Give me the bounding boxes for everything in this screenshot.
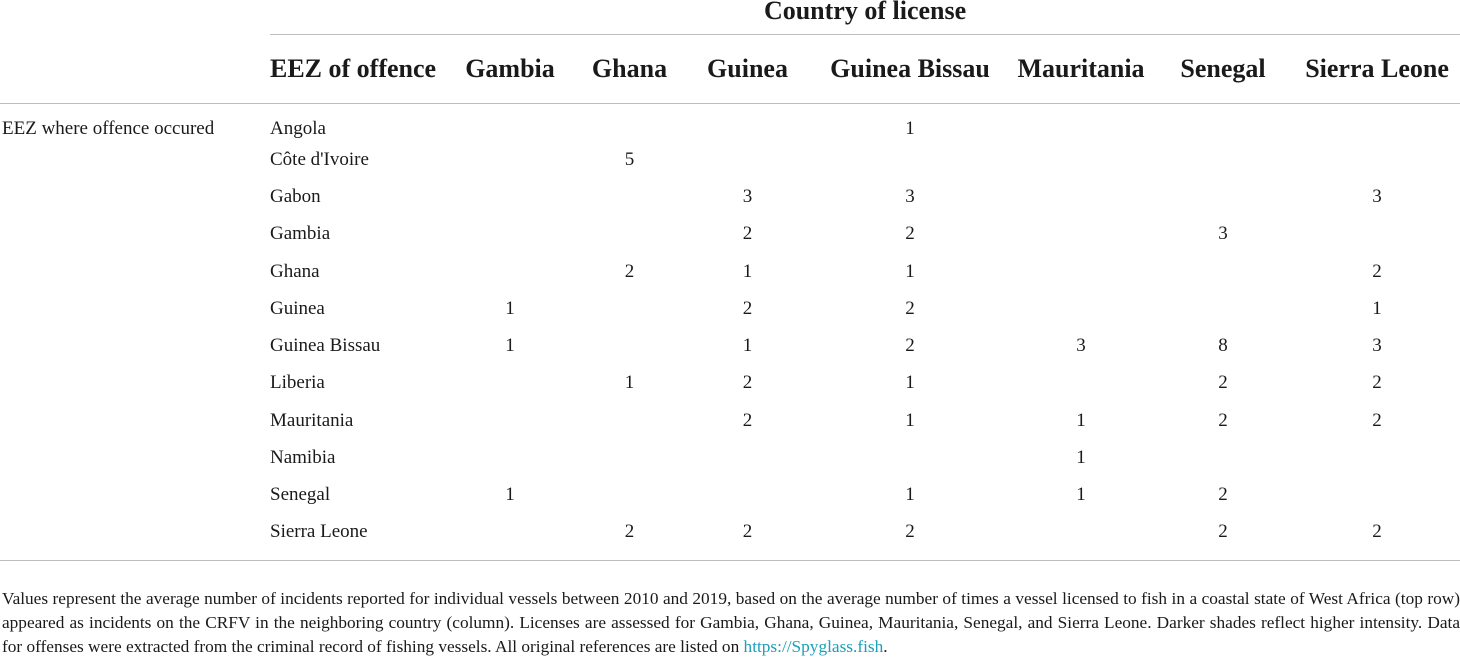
column-header-row (0, 35, 1460, 104)
value-cell: 2 (742, 409, 753, 431)
table-row (0, 439, 1460, 476)
value-cell: 1 (1076, 409, 1086, 431)
value-cell: 2 (742, 223, 753, 245)
value-cell: 1 (742, 335, 753, 357)
row-group-cell (0, 402, 270, 439)
table-row (0, 402, 1460, 439)
value-cell: 1 (505, 484, 515, 506)
column-header-senegal: Senegal (1152, 35, 1294, 104)
eez-name-cell: Angola (270, 117, 326, 139)
eez-name-cell: Ghana (270, 260, 320, 282)
eez-name-cell: Liberia (270, 372, 325, 394)
value-cell (1152, 141, 1294, 178)
country-of-license-header: Country of license (270, 0, 1460, 33)
value-cell: 2 (1218, 484, 1228, 506)
value-cell (446, 141, 574, 178)
value-cell (685, 477, 810, 514)
table-row (0, 365, 1460, 402)
value-cell (1010, 365, 1152, 402)
value-cell (1010, 178, 1152, 215)
row-group-cell (0, 216, 270, 253)
value-cell (1152, 253, 1294, 290)
table-footnote (2, 587, 1460, 659)
value-cell: 1 (905, 117, 915, 139)
value-cell (810, 141, 1010, 178)
value-cell (1010, 514, 1152, 561)
value-cell (574, 402, 685, 439)
value-cell (446, 178, 574, 215)
table-row (0, 104, 1460, 142)
spyglass-link[interactable]: https://Spyglass.fish (743, 637, 884, 656)
value-cell (1294, 141, 1460, 178)
value-cell (685, 439, 810, 476)
value-cell: 1 (1076, 484, 1086, 506)
spanner-header-row (0, 0, 1460, 35)
value-cell: 2 (685, 514, 810, 561)
value-cell: 2 (742, 297, 753, 319)
value-cell: 2 (905, 223, 915, 245)
table-row (0, 327, 1460, 364)
value-cell: 2 (810, 514, 1010, 561)
value-cell (574, 290, 685, 327)
value-cell: 3 (905, 185, 915, 207)
eez-name-cell: Gambia (270, 223, 331, 245)
value-cell: 1 (1372, 297, 1382, 319)
value-cell: 2 (905, 335, 915, 357)
blank-header-cell (0, 0, 270, 35)
value-cell: 2 (574, 514, 685, 561)
row-group-cell (0, 439, 270, 476)
value-cell (446, 104, 574, 142)
value-cell (1152, 439, 1294, 476)
footnote-text: Values represent the average number of incidents reported for individual vessels between 2010 and 2019, based on the average number of times a vessel licensed to fish in a coastal state of West Africa (top row) appeared as incidents on the CRFV in the neighboring country (column). Licenses are assessed for Gambia, Ghana, Guinea, Mauritania, Senegal, and Sierra Leone. Darker shades reflect higher intensity. Data for offenses were extracted from the criminal record of fishing vessels. All original references are listed on (2, 589, 1460, 656)
value-cell (1152, 290, 1294, 327)
eez-name-cell: Mauritania (270, 409, 354, 431)
footnote-end: . (883, 637, 888, 656)
value-cell (1010, 290, 1152, 327)
value-cell (574, 216, 685, 253)
eez-name-cell: Côte d'Ivoire (270, 148, 369, 170)
eez-of-offence-header: EEZ of offence (270, 35, 446, 104)
value-cell: 3 (742, 185, 753, 207)
value-cell (574, 327, 685, 364)
value-cell (1294, 104, 1460, 142)
row-group-cell (0, 290, 270, 327)
row-group-cell (0, 178, 270, 215)
value-cell: 2 (905, 297, 915, 319)
row-group-cell (0, 365, 270, 402)
value-cell: 2 (1218, 409, 1228, 431)
value-cell (446, 216, 574, 253)
value-cell: 1 (905, 409, 915, 431)
value-cell: 8 (1218, 335, 1228, 357)
value-cell: 2 (1294, 514, 1460, 561)
table-row (0, 514, 1460, 561)
value-cell: 2 (624, 260, 635, 282)
row-group-cell (0, 514, 270, 561)
table-row (0, 290, 1460, 327)
value-cell (574, 477, 685, 514)
column-header-mauritania: Mauritania (1010, 35, 1152, 104)
value-cell: 5 (624, 148, 635, 170)
value-cell (685, 104, 810, 142)
value-cell: 2 (1218, 372, 1228, 394)
value-cell (1010, 104, 1152, 142)
value-cell (1152, 178, 1294, 215)
value-cell (1152, 104, 1294, 142)
value-cell (1010, 253, 1152, 290)
eez-name-cell: Gabon (270, 185, 321, 207)
value-cell (1294, 477, 1460, 514)
column-header-guinea-bissau: Guinea Bissau (810, 35, 1010, 104)
value-cell: 2 (1372, 372, 1382, 394)
value-cell: 1 (905, 372, 915, 394)
value-cell: 1 (742, 260, 753, 282)
value-cell (574, 104, 685, 142)
row-group-cell (0, 253, 270, 290)
value-cell: 1 (505, 335, 515, 357)
value-cell: 3 (1076, 335, 1086, 357)
table-body (0, 104, 1460, 561)
value-cell (446, 439, 574, 476)
eez-name-cell: Senegal (270, 484, 331, 506)
table-row (0, 141, 1460, 178)
value-cell: 1 (505, 297, 515, 319)
value-cell (446, 514, 574, 561)
value-cell: 3 (1372, 185, 1382, 207)
value-cell (1010, 141, 1152, 178)
eez-name-cell: Guinea (270, 297, 325, 319)
value-cell (810, 439, 1010, 476)
value-cell (574, 178, 685, 215)
value-cell: 3 (1372, 335, 1382, 357)
value-cell: 3 (1218, 223, 1228, 245)
eez-name-cell: Sierra Leone (270, 514, 446, 561)
value-cell: 1 (1076, 447, 1086, 469)
table-row (0, 253, 1460, 290)
eez-name-cell: Namibia (270, 447, 336, 469)
table-row (0, 178, 1460, 215)
value-cell: 1 (624, 372, 635, 394)
value-cell (446, 402, 574, 439)
value-cell (1010, 216, 1152, 253)
value-cell (1294, 216, 1460, 253)
eez-name-cell: Guinea Bissau (270, 335, 381, 357)
column-header-ghana: Ghana (574, 35, 685, 104)
value-cell: 2 (742, 372, 753, 394)
value-cell (1294, 439, 1460, 476)
column-header-gambia: Gambia (446, 35, 574, 104)
value-cell: 2 (1152, 514, 1294, 561)
value-cell: 2 (1372, 409, 1382, 431)
column-header-sierra-leone: Sierra Leone (1294, 35, 1460, 104)
table-row (0, 477, 1460, 514)
table-row (0, 216, 1460, 253)
value-cell: 1 (905, 260, 915, 282)
row-group-cell (0, 141, 270, 178)
row-group-label: EEZ where offence occured (2, 117, 215, 139)
column-header-guinea: Guinea (685, 35, 810, 104)
value-cell: 2 (1372, 260, 1382, 282)
value-cell (574, 439, 685, 476)
value-cell (446, 253, 574, 290)
value-cell: 1 (905, 484, 915, 506)
row-group-cell (0, 327, 270, 364)
value-cell (685, 141, 810, 178)
row-group-cell (0, 477, 270, 514)
group-header-cell (0, 35, 270, 104)
value-cell (446, 365, 574, 402)
